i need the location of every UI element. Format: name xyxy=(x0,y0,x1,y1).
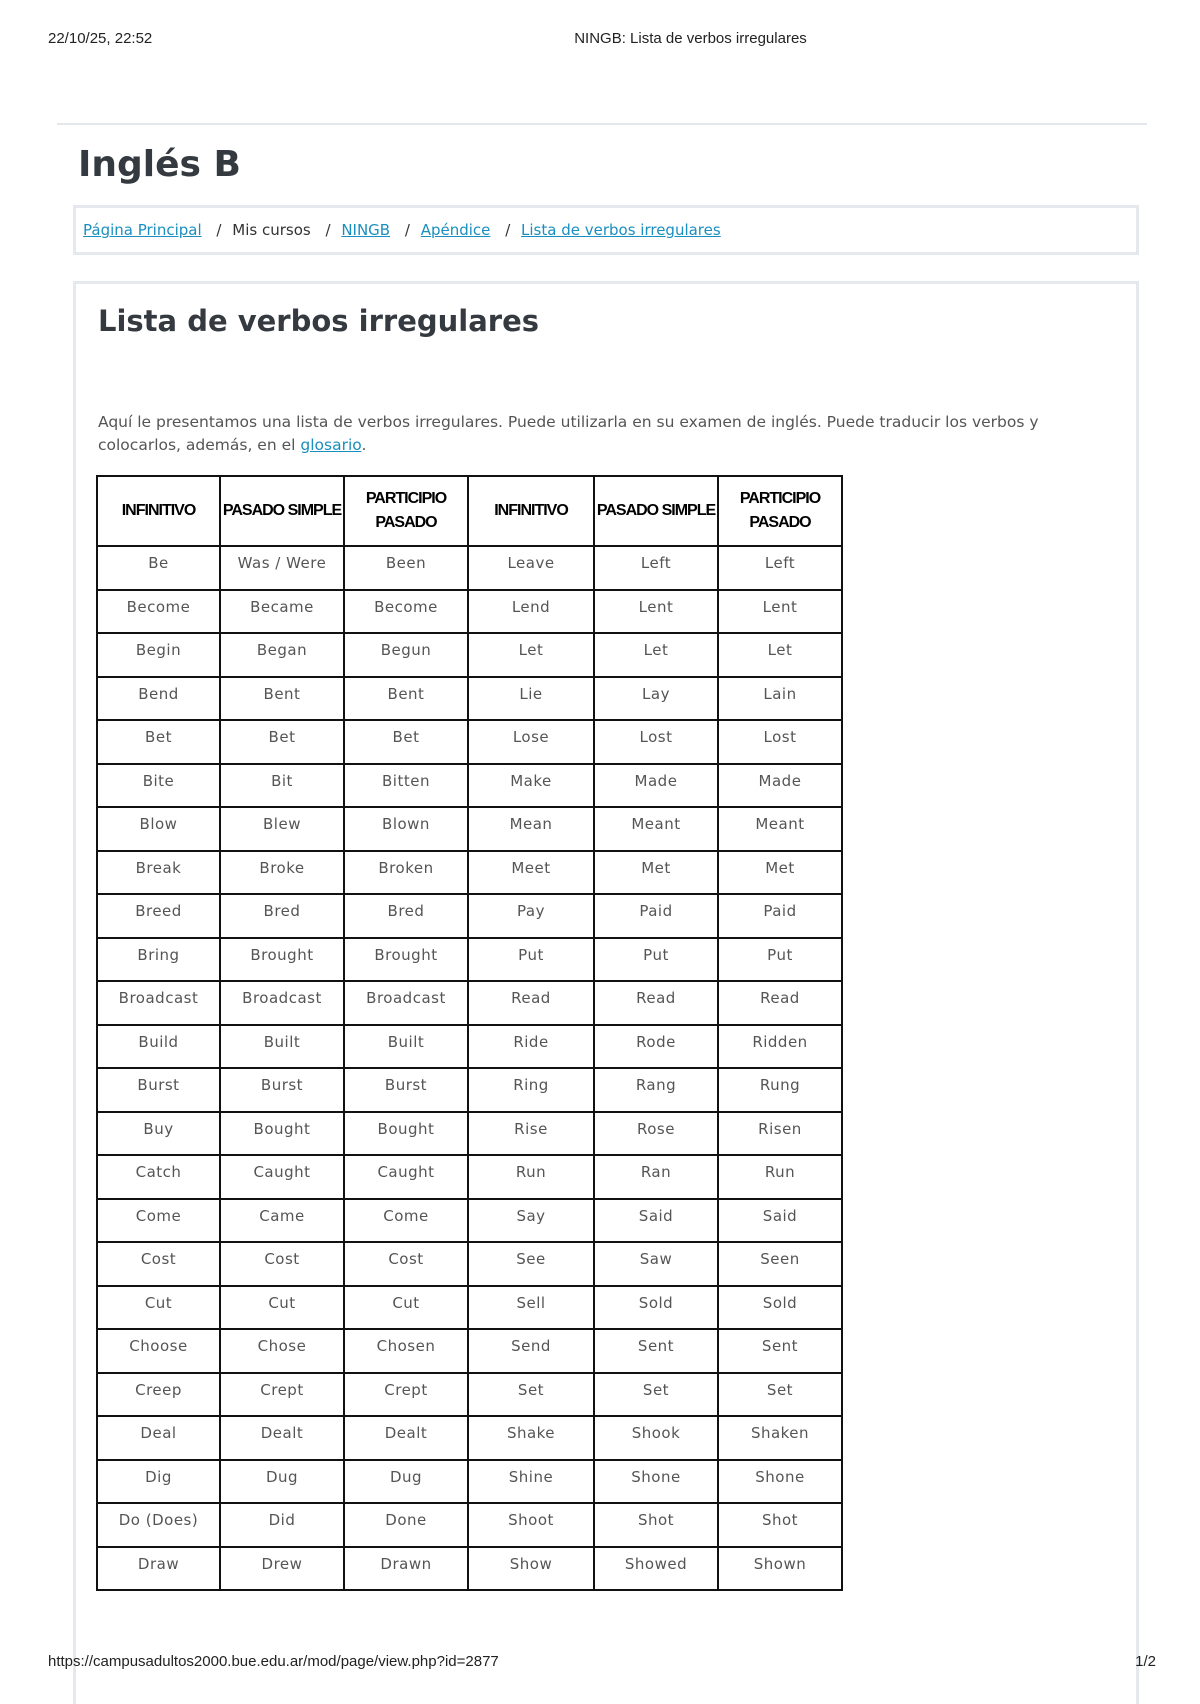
verb-cell: Bought xyxy=(220,1112,344,1156)
verb-cell: Creep xyxy=(97,1373,220,1417)
verb-cell: Lend xyxy=(468,590,594,634)
verb-cell: Drew xyxy=(220,1547,344,1591)
verb-cell: Catch xyxy=(97,1155,220,1199)
verb-cell: Lose xyxy=(468,720,594,764)
verb-cell: Set xyxy=(718,1373,842,1417)
verb-cell: Meet xyxy=(468,851,594,895)
verb-cell: Let xyxy=(594,633,718,677)
verb-cell: Mean xyxy=(468,807,594,851)
verb-cell: Let xyxy=(718,633,842,677)
verb-cell: Cut xyxy=(344,1286,468,1330)
verb-cell: Blown xyxy=(344,807,468,851)
verb-cell: Cost xyxy=(344,1242,468,1286)
verb-cell: Burst xyxy=(344,1068,468,1112)
verb-cell: Make xyxy=(468,764,594,808)
verb-cell: Sent xyxy=(594,1329,718,1373)
table-row xyxy=(97,894,842,938)
verb-cell: Become xyxy=(344,590,468,634)
verb-cell: Dealt xyxy=(344,1416,468,1460)
verb-cell: Shot xyxy=(594,1503,718,1547)
verb-cell: Began xyxy=(220,633,344,677)
column-header: PASADO SIMPLE xyxy=(220,476,344,546)
table-row xyxy=(97,1286,842,1330)
table-row xyxy=(97,677,842,721)
verb-cell: Shot xyxy=(718,1503,842,1547)
table-row xyxy=(97,807,842,851)
breadcrumb-my-courses: Mis cursos xyxy=(232,221,311,239)
verb-cell: Broadcast xyxy=(220,981,344,1025)
print-header xyxy=(0,30,1200,50)
page-heading: Lista de verbos irregulares xyxy=(98,304,540,338)
verb-cell: Became xyxy=(220,590,344,634)
column-header: PARTICIPIO PASADO xyxy=(718,476,842,546)
verb-cell: Shaken xyxy=(718,1416,842,1460)
table-row xyxy=(97,720,842,764)
verb-cell: Read xyxy=(594,981,718,1025)
verb-cell: Rose xyxy=(594,1112,718,1156)
verb-cell: Rung xyxy=(718,1068,842,1112)
verb-cell: Ridden xyxy=(718,1025,842,1069)
verb-cell: Chosen xyxy=(344,1329,468,1373)
verb-cell: Bend xyxy=(97,677,220,721)
verb-cell: Cost xyxy=(220,1242,344,1286)
verb-cell: Sold xyxy=(718,1286,842,1330)
verb-cell: Bent xyxy=(220,677,344,721)
table-row xyxy=(97,546,842,590)
print-footer xyxy=(0,1653,1200,1673)
verb-cell: Met xyxy=(718,851,842,895)
course-title: Inglés B xyxy=(78,144,241,185)
verb-cell: Bet xyxy=(344,720,468,764)
verb-cell: Broadcast xyxy=(97,981,220,1025)
verb-cell: Did xyxy=(220,1503,344,1547)
verb-cell: Built xyxy=(220,1025,344,1069)
verb-cell: Caught xyxy=(220,1155,344,1199)
verb-cell: Shone xyxy=(718,1460,842,1504)
table-header-row xyxy=(97,476,842,546)
verb-cell: Begin xyxy=(97,633,220,677)
verb-cell: Put xyxy=(594,938,718,982)
verb-cell: Saw xyxy=(594,1242,718,1286)
verb-cell: Lost xyxy=(718,720,842,764)
verb-cell: Blew xyxy=(220,807,344,851)
column-header: INFINITIVO xyxy=(97,476,220,546)
verb-cell: Left xyxy=(594,546,718,590)
verb-cell: Let xyxy=(468,633,594,677)
verb-cell: Begun xyxy=(344,633,468,677)
table-row xyxy=(97,590,842,634)
verb-cell: Do (Does) xyxy=(97,1503,220,1547)
verb-cell: Rode xyxy=(594,1025,718,1069)
table-row xyxy=(97,1373,842,1417)
verb-cell: Bent xyxy=(344,677,468,721)
verb-cell: Deal xyxy=(97,1416,220,1460)
table-row xyxy=(97,1329,842,1373)
breadcrumb-page-link[interactable]: Lista de verbos irregulares xyxy=(521,221,721,239)
verb-cell: Become xyxy=(97,590,220,634)
verb-cell: Crept xyxy=(344,1373,468,1417)
verb-cell: Ring xyxy=(468,1068,594,1112)
verb-cell: Seen xyxy=(718,1242,842,1286)
verb-cell: Burst xyxy=(220,1068,344,1112)
print-page-number: 1/2 xyxy=(1135,1653,1156,1670)
verb-cell: Shook xyxy=(594,1416,718,1460)
verb-cell: Met xyxy=(594,851,718,895)
verb-cell: Left xyxy=(718,546,842,590)
intro-paragraph xyxy=(98,411,1108,457)
verb-cell: Made xyxy=(718,764,842,808)
glossary-link[interactable]: glosario xyxy=(300,436,362,454)
verb-cell: Lay xyxy=(594,677,718,721)
verb-cell: Build xyxy=(97,1025,220,1069)
verb-cell: Break xyxy=(97,851,220,895)
verb-cell: Done xyxy=(344,1503,468,1547)
verb-cell: Cut xyxy=(97,1286,220,1330)
print-url: https://campusadultos2000.bue.edu.ar/mod/page/view.php?id=2877 xyxy=(48,1653,499,1670)
verb-cell: Ride xyxy=(468,1025,594,1069)
verb-cell: Crept xyxy=(220,1373,344,1417)
verb-cell: Made xyxy=(594,764,718,808)
verb-cell: Pay xyxy=(468,894,594,938)
print-datetime: 22/10/25, 22:52 xyxy=(48,30,153,47)
verb-cell: Burst xyxy=(97,1068,220,1112)
verb-cell: Say xyxy=(468,1199,594,1243)
table-row xyxy=(97,1242,842,1286)
verb-cell: Lie xyxy=(468,677,594,721)
verb-cell: Set xyxy=(468,1373,594,1417)
breadcrumb xyxy=(73,205,1139,255)
table-row xyxy=(97,1155,842,1199)
header-divider xyxy=(57,123,1147,125)
breadcrumb-course-link[interactable]: NINGB xyxy=(341,221,391,239)
verb-cell: Paid xyxy=(718,894,842,938)
verb-cell: Cut xyxy=(220,1286,344,1330)
table-row xyxy=(97,1460,842,1504)
table-row xyxy=(97,1025,842,1069)
verb-cell: Ran xyxy=(594,1155,718,1199)
verb-cell: Paid xyxy=(594,894,718,938)
verb-cell: Rang xyxy=(594,1068,718,1112)
verb-cell: Risen xyxy=(718,1112,842,1156)
breadcrumb-separator: / xyxy=(404,221,410,239)
column-header: PARTICIPIO PASADO xyxy=(344,476,468,546)
verb-cell: Be xyxy=(97,546,220,590)
verb-cell: Put xyxy=(718,938,842,982)
verb-cell: Showed xyxy=(594,1547,718,1591)
verb-cell: Came xyxy=(220,1199,344,1243)
verb-cell: Set xyxy=(594,1373,718,1417)
verb-cell: Choose xyxy=(97,1329,220,1373)
verb-cell: Sent xyxy=(718,1329,842,1373)
verb-cell: Bitten xyxy=(344,764,468,808)
table-row xyxy=(97,1199,842,1243)
verb-cell: Caught xyxy=(344,1155,468,1199)
column-header: INFINITIVO xyxy=(468,476,594,546)
verb-cell: Breed xyxy=(97,894,220,938)
verb-cell: Leave xyxy=(468,546,594,590)
irregular-verbs-table xyxy=(96,475,843,1591)
column-header: PASADO SIMPLE xyxy=(594,476,718,546)
verb-cell: Been xyxy=(344,546,468,590)
verb-cell: Lost xyxy=(594,720,718,764)
verb-cell: Lain xyxy=(718,677,842,721)
verb-cell: Send xyxy=(468,1329,594,1373)
verb-cell: Run xyxy=(468,1155,594,1199)
verb-cell: Dug xyxy=(220,1460,344,1504)
table-row xyxy=(97,1547,842,1591)
breadcrumb-separator: / xyxy=(325,221,331,239)
intro-text: Aquí le presentamos una lista de verbos irregulares. Puede utilizarla en su examen de inglés. Puede traducir los verbos y colocarlos, además, en el xyxy=(98,413,1039,454)
verb-cell: Bit xyxy=(220,764,344,808)
verb-cell: Lent xyxy=(718,590,842,634)
table-row xyxy=(97,633,842,677)
table-row xyxy=(97,764,842,808)
verb-cell: Bite xyxy=(97,764,220,808)
verb-cell: Sell xyxy=(468,1286,594,1330)
intro-end: . xyxy=(361,436,367,454)
table-row xyxy=(97,1112,842,1156)
verb-cell: Broke xyxy=(220,851,344,895)
verb-cell: Cost xyxy=(97,1242,220,1286)
verb-cell: Chose xyxy=(220,1329,344,1373)
verb-cell: Sold xyxy=(594,1286,718,1330)
table-body xyxy=(97,546,842,1590)
table-row xyxy=(97,938,842,982)
verb-cell: Dig xyxy=(97,1460,220,1504)
verb-cell: Rise xyxy=(468,1112,594,1156)
verb-cell: Shone xyxy=(594,1460,718,1504)
verb-cell: Run xyxy=(718,1155,842,1199)
breadcrumb-separator: / xyxy=(216,221,222,239)
verb-cell: Come xyxy=(97,1199,220,1243)
verb-cell: Shoot xyxy=(468,1503,594,1547)
table-row xyxy=(97,981,842,1025)
verb-cell: Drawn xyxy=(344,1547,468,1591)
verb-cell: Show xyxy=(468,1547,594,1591)
verb-cell: Put xyxy=(468,938,594,982)
table-row xyxy=(97,1416,842,1460)
verb-cell: Dealt xyxy=(220,1416,344,1460)
verb-cell: Dug xyxy=(344,1460,468,1504)
verb-cell: Meant xyxy=(594,807,718,851)
verb-cell: Blow xyxy=(97,807,220,851)
verb-cell: Built xyxy=(344,1025,468,1069)
verb-cell: Read xyxy=(718,981,842,1025)
verb-cell: Brought xyxy=(344,938,468,982)
verb-cell: Read xyxy=(468,981,594,1025)
breadcrumb-section-link[interactable]: Apéndice xyxy=(420,221,491,239)
verb-cell: Bring xyxy=(97,938,220,982)
verb-cell: See xyxy=(468,1242,594,1286)
verb-cell: Was / Were xyxy=(220,546,344,590)
table-row xyxy=(97,1503,842,1547)
print-page-title: NINGB: Lista de verbos irregulares xyxy=(574,30,807,47)
verb-cell: Lent xyxy=(594,590,718,634)
verb-cell: Bred xyxy=(344,894,468,938)
table-row xyxy=(97,851,842,895)
verb-cell: Come xyxy=(344,1199,468,1243)
verb-cell: Broken xyxy=(344,851,468,895)
verb-cell: Shine xyxy=(468,1460,594,1504)
verb-cell: Bet xyxy=(220,720,344,764)
verb-cell: Shown xyxy=(718,1547,842,1591)
verb-cell: Bred xyxy=(220,894,344,938)
verb-cell: Bought xyxy=(344,1112,468,1156)
verb-cell: Buy xyxy=(97,1112,220,1156)
verb-cell: Draw xyxy=(97,1547,220,1591)
verb-cell: Said xyxy=(594,1199,718,1243)
verb-cell: Broadcast xyxy=(344,981,468,1025)
table-row xyxy=(97,1068,842,1112)
verb-cell: Brought xyxy=(220,938,344,982)
verb-cell: Shake xyxy=(468,1416,594,1460)
breadcrumb-separator: / xyxy=(505,221,511,239)
verb-cell: Said xyxy=(718,1199,842,1243)
verb-cell: Bet xyxy=(97,720,220,764)
breadcrumb-home-link[interactable]: Página Principal xyxy=(83,221,202,239)
verb-cell: Meant xyxy=(718,807,842,851)
